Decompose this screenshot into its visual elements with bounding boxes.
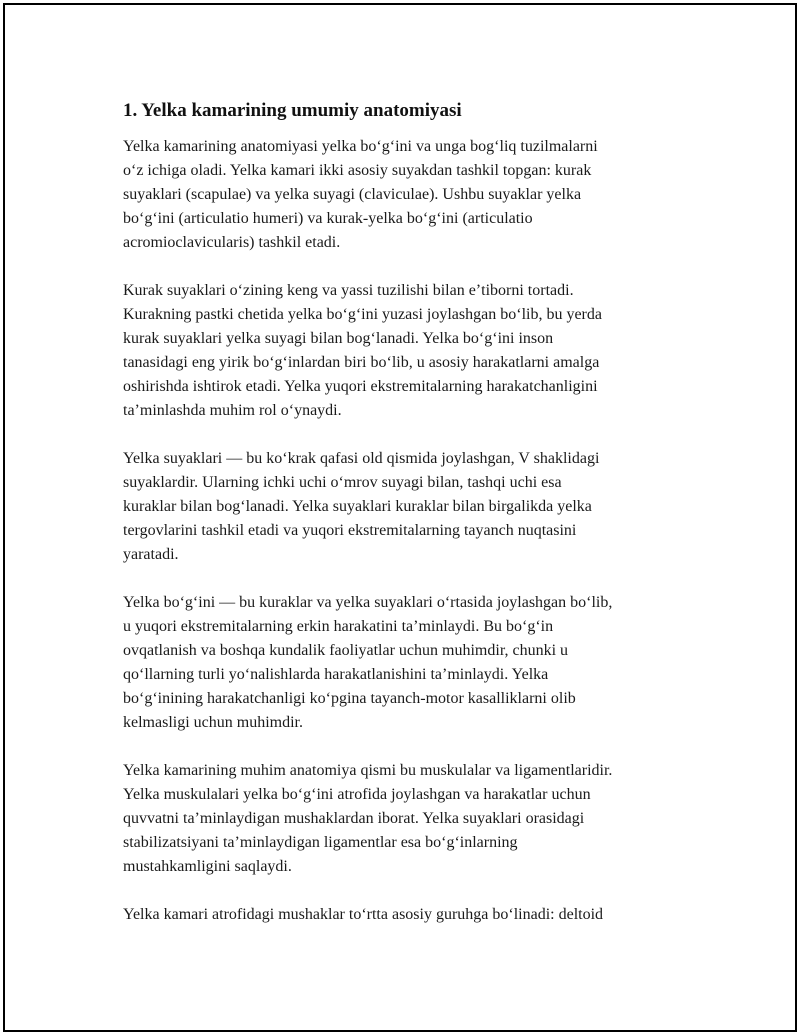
text-line: oʻz ichiga oladi. Yelka kamari ikki asosiy suyakdan tashkil topgan: kurak (123, 162, 592, 179)
text-line: yaratadi. (123, 546, 179, 563)
text-line: boʻgʻinining harakatchanligi koʻpgina tayanch-motor kasalliklarni olib (123, 690, 576, 707)
text-line: stabilizatsiyani taʼminlaydigan ligamentlar esa boʻgʻinlarning (123, 834, 518, 851)
text-line: mustahkamligini saqlaydi. (123, 858, 292, 875)
text-line: Yelka kamari atrofidagi mushaklar toʻrtta asosiy guruhga boʻlinadi: deltoid (123, 906, 604, 923)
text-line: kurak suyaklari yelka suyagi bilan bogʻlanadi. Yelka boʻgʻini inson (123, 330, 554, 347)
text-line: qoʻllarning turli yoʻnalishlarda harakatlanishini taʼminlaydi. Yelka (123, 666, 549, 683)
text-line: Kurakning pastki chetida yelka boʻgʻini yuzasi joylashgan boʻlib, bu yerda (123, 306, 602, 323)
text-line: taʼminlashda muhim rol oʻynaydi. (123, 402, 342, 419)
paragraph-4 (123, 591, 720, 735)
page-frame (3, 3, 797, 1032)
text-line: suyaklari (scapulae) va yelka suyagi (claviculae). Ushbu suyaklar yelka (123, 186, 582, 203)
text-line: Yelka suyaklari — bu koʻkrak qafasi old qismida joylashgan, V shaklidagi (123, 450, 600, 467)
paragraph-2 (123, 279, 720, 423)
text-line: Yelka muskulalari yelka boʻgʻini atrofida joylashgan va harakatlar uchun (123, 786, 591, 803)
text-line: Kurak suyaklari oʻzining keng va yassi tuzilishi bilan eʼtiborni tortadi. (123, 282, 574, 299)
document-body (120, 97, 720, 951)
paragraph-1 (123, 135, 720, 255)
paragraph-6 (123, 903, 720, 927)
text-line: oshirishda ishtirok etadi. Yelka yuqori ekstremitalarning harakatchanligini (123, 378, 598, 395)
text-line: tanasidagi eng yirik boʻgʻinlardan biri boʻlib, u asosiy harakatlarni amalga (123, 354, 600, 371)
paragraph-3 (123, 447, 720, 567)
text-line: Yelka boʻgʻini — bu kuraklar va yelka suyaklari oʻrtasida joylashgan boʻlib, (123, 594, 613, 611)
text-line: quvvatni taʼminlaydigan mushaklardan iborat. Yelka suyaklari orasidagi (123, 810, 585, 827)
text-line: boʻgʻini (articulatio humeri) va kurak-yelka boʻgʻini (articulatio (123, 210, 533, 227)
section-heading: 1. Yelka kamarining umumiy anatomiyasi (123, 100, 462, 121)
text-line: kuraklar bilan bogʻlanadi. Yelka suyaklari kuraklar bilan birgalikda yelka (123, 498, 592, 515)
text-line: tergovlarini tashkil etadi va yuqori ekstremitalarning tayanch nuqtasini (123, 522, 577, 539)
text-line: kelmasligi uchun muhimdir. (123, 714, 303, 731)
paragraph-5 (123, 759, 720, 879)
text-line: u yuqori ekstremitalarning erkin harakatini taʼminlaydi. Bu boʻgʻin (123, 618, 554, 635)
text-line: acromioclavicularis) tashkil etadi. (123, 234, 341, 251)
text-line: Yelka kamarining muhim anatomiya qismi bu muskulalar va ligamentlaridir. (123, 762, 613, 779)
text-line: ovqatlanish va boshqa kundalik faoliyatlar uchun muhimdir, chunki u (123, 642, 569, 659)
text-line: Yelka kamarining anatomiyasi yelka boʻgʻini va unga bogʻliq tuzilmalarni (123, 138, 598, 155)
text-line: suyaklardir. Ularning ichki uchi oʻmrov suyagi bilan, tashqi uchi esa (123, 474, 562, 491)
